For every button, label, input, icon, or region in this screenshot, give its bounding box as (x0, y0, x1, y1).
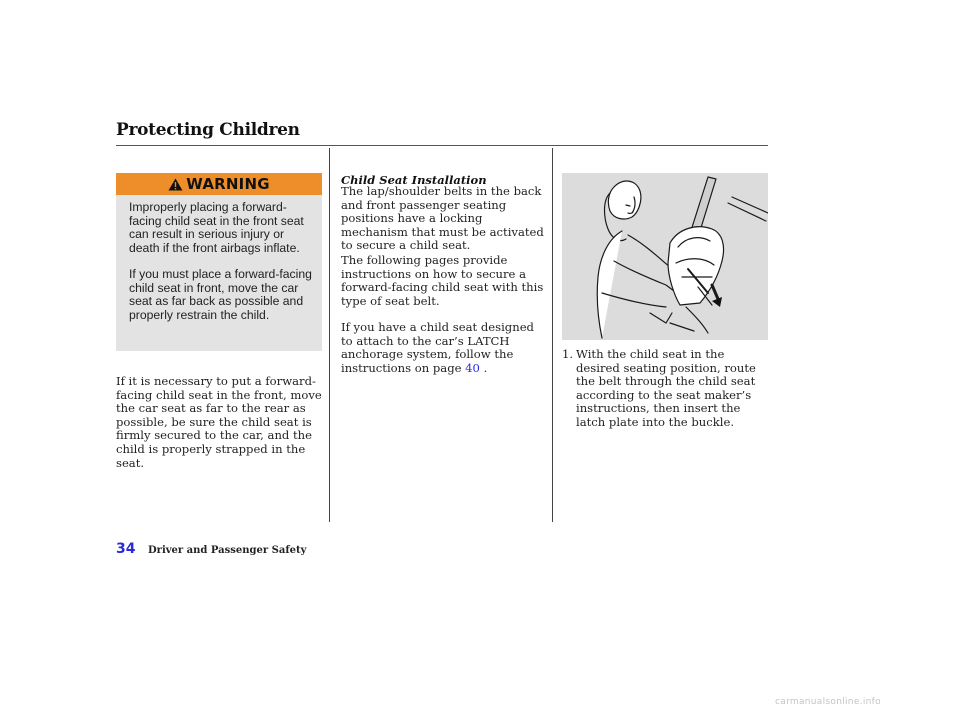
illustration-drawing (562, 173, 768, 340)
middle-paragraph-3 (341, 321, 549, 375)
page-reference-link[interactable]: 40 (465, 360, 480, 375)
step-number: 1. (562, 347, 574, 361)
column-divider-left (329, 148, 330, 522)
footer-section-title: Driver and Passenger Safety (148, 545, 307, 556)
page-title: Protecting Children (116, 120, 300, 140)
section-heading: Child Seat Installation (341, 173, 487, 187)
warning-paragraph-2: If you must place a forward-facing child seat in front, move the car seat as far back as possible and properly restrain the child. (129, 267, 312, 322)
warning-paragraph-1: Improperly placing a forward-facing child seat in the front seat can result in serious injury or death if the front airbags inflate. (129, 200, 304, 255)
middle-paragraph-3-text: If you have a child seat designed to attach to the car’s LATCH anchorage system, follow the instructions on page (341, 320, 534, 375)
step-1-text: With the child seat in the desired seating position, route the belt through the child seat according to the seat maker’s instructions, then insert the latch plate into the buckle. (576, 347, 756, 429)
middle-paragraph-3-end: . (483, 360, 488, 375)
column-divider-right (552, 148, 553, 522)
warning-header (116, 173, 322, 195)
middle-paragraph-2: The following pages provide instructions on how to secure a forward-facing child seat with this type of seat belt. (341, 253, 544, 308)
middle-paragraph-1: The lap/shoulder belts in the back and front passenger seating positions have a locking mechanism that must be activated to secure a child seat. (341, 184, 544, 253)
child-seat-illustration (562, 173, 768, 340)
watermark: carmanualsonline.info (775, 697, 881, 707)
warning-triangle-icon (168, 178, 183, 191)
page-number: 34 (116, 541, 136, 557)
warning-label: WARNING (186, 175, 270, 193)
left-paragraph: If it is necessary to put a forward-facing child seat in the front, move the car seat as far to the rear as possible, be sure the child seat is firmly secured to the car, and the child is properly strapped in the seat. (116, 374, 322, 470)
header-rule (116, 145, 768, 146)
